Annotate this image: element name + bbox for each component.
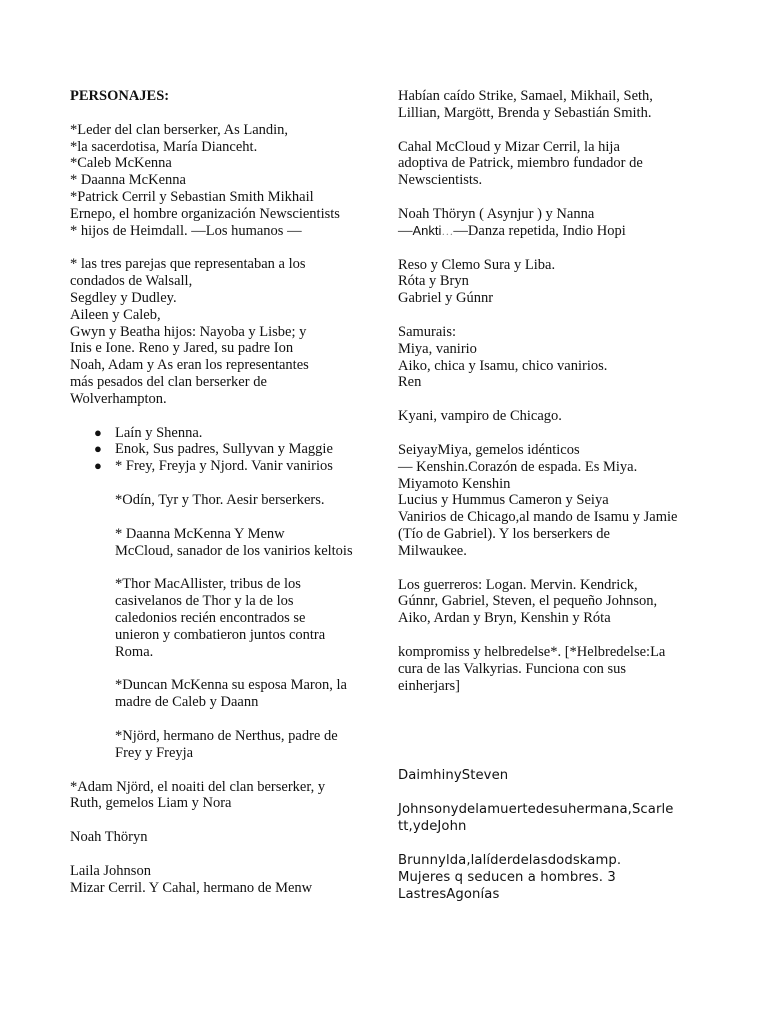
text-line: Roma. <box>115 643 154 660</box>
bullet-item <box>70 441 370 458</box>
indented-paragraph <box>70 728 370 762</box>
text-line: *la sacerdotisa, María Dianceht. <box>70 138 258 155</box>
text-line: Kyani, vampiro de Chicago. <box>398 408 562 425</box>
indented-paragraph <box>70 526 370 560</box>
paragraph <box>70 863 370 897</box>
bullet-text: Laín y Shenna. <box>115 424 203 441</box>
text-line: Wolverhampton. <box>70 390 167 407</box>
text-line: Los guerreros: Logan. Mervin. Kendrick, <box>398 576 638 593</box>
paragraph <box>398 577 703 627</box>
text-line: Laila Johnson <box>70 862 151 879</box>
paragraph <box>398 408 703 425</box>
text-line: Aiko, Ardan y Bryn, Kenshin y Róta <box>398 610 611 627</box>
text-line: — Kenshin.Corazón de espada. Es Miya. <box>398 458 638 475</box>
mono-paragraph <box>398 852 703 903</box>
text-line: Aiko, chica y Isamu, chico vanirios. <box>398 357 608 374</box>
text-line: tt,ydeJohn <box>398 819 467 835</box>
text-line: casivelanos de Thor y la de los <box>115 593 294 610</box>
text-line: Samurais: <box>398 323 456 340</box>
text-line: Miyamoto Kenshin <box>398 475 511 492</box>
text-line: adoptiva de Patrick, miembro fundador de <box>398 155 643 172</box>
paragraph <box>398 139 703 189</box>
text-line: Gwyn y Beatha hijos: Nayoba y Lisbe; y <box>70 323 307 340</box>
text-line: LastresAgonías <box>398 887 500 903</box>
text-line: * Daanna McKenna <box>70 172 186 189</box>
text-line: Lillian, Margött, Brenda y Sebastián Smith. <box>398 104 652 121</box>
indented-paragraph <box>70 677 370 711</box>
text-line <box>398 223 703 240</box>
text-line: * las tres parejas que representaban a los <box>70 256 306 273</box>
text-line: *Adam Njörd, el noaiti del clan berserker, y <box>70 778 326 795</box>
text-line: * Daanna McKenna Y Menw <box>115 525 285 542</box>
text-line: *Leder del clan berserker, As Landin, <box>70 121 289 138</box>
text-line: Reso y Clemo Sura y Liba. <box>398 256 556 273</box>
paragraph <box>70 779 370 813</box>
text-line: Habían caído Strike, Samael, Mikhail, Seth, <box>398 88 653 104</box>
text-line: unieron y combatieron juntos contra <box>115 626 326 643</box>
mono-paragraph <box>398 801 703 835</box>
text-line: *Njörd, hermano de Nerthus, padre de <box>115 727 338 744</box>
text-line: Ernepo, el hombre organización Newscientists <box>70 205 340 222</box>
text-line: DaimhinySteven <box>398 768 509 784</box>
paragraph <box>398 644 703 694</box>
text-line: Cahal McCloud y Mizar Cerril, la hija <box>398 138 620 155</box>
paragraph <box>398 206 703 240</box>
text-line: Vanirios de Chicago,al mando de Isamu y Jamie <box>398 509 678 526</box>
text-line: Mizar Cerril. Y Cahal, hermano de Menw <box>70 879 313 896</box>
text-line: Gabriel y Gúnnr <box>398 290 494 307</box>
paragraph <box>398 324 703 391</box>
ellipsis: … <box>441 223 454 238</box>
text-line: SeiyayMiya, gemelos idénticos <box>398 441 580 458</box>
paragraph <box>398 442 703 560</box>
bullet-icon: ● <box>94 458 102 474</box>
text-line: * hijos de Heimdall. —Los humanos — <box>70 222 302 239</box>
text-line: Johnsonydelamuertedesuhermana,Scarle <box>398 802 674 818</box>
text-line: kompromiss y helbredelse*. [*Helbredelse:La <box>398 643 666 660</box>
bullet-icon: ● <box>94 441 102 457</box>
text-line: Lucius y Hummus Cameron y Seiya <box>398 492 609 509</box>
text-line: *Thor MacAllister, tribus de los <box>115 576 301 593</box>
text-line: Noah Thöryn ( Asynjur ) y Nanna <box>398 205 595 222</box>
text-line: Noah, Adam y As eran los representantes <box>70 357 309 374</box>
paragraph <box>70 122 370 240</box>
text-line: *Duncan McKenna su esposa Maron, la <box>115 677 347 694</box>
text-line: Róta y Bryn <box>398 273 469 290</box>
mono-paragraph <box>398 767 703 784</box>
bullet-text: Enok, Sus padres, Sullyvan y Maggie <box>115 441 333 458</box>
bullet-icon: ● <box>94 424 102 440</box>
section-heading: PERSONAJES: <box>70 88 170 104</box>
text-line: McCloud, sanador de los vanirios keltois <box>115 542 353 559</box>
text-line: Frey y Freyja <box>115 744 194 761</box>
paragraph <box>398 257 703 307</box>
text-line: madre de Caleb y Daann <box>115 694 259 711</box>
text-line: caledonios recién encontrados se <box>115 609 306 626</box>
text-line: *Patrick Cerril y Sebastian Smith Mikhail <box>70 188 314 205</box>
indented-paragraph <box>70 458 370 475</box>
text-line: Milwaukee. <box>398 542 467 559</box>
bullet-item <box>70 425 370 442</box>
text-line: *Caleb McKenna <box>70 155 172 172</box>
ankti-word: Ankti <box>412 222 442 238</box>
text-line: Ruth, gemelos Liam y Nora <box>70 795 232 812</box>
right-column <box>398 88 703 920</box>
text-line: Aileen y Caleb, <box>70 306 161 323</box>
paragraph <box>70 256 370 407</box>
left-column <box>70 88 370 913</box>
text-line: Brunnylda,lalíderdelasdodskamp. <box>398 853 622 869</box>
text-line: *Odín, Tyr y Thor. Aesir berserkers. <box>115 491 325 508</box>
paragraph <box>398 88 703 122</box>
text-line: einherjars] <box>398 677 460 694</box>
text-line: Miya, vanirio <box>398 340 477 357</box>
spacer <box>398 711 703 767</box>
paragraph <box>70 829 370 846</box>
text-line: Gúnnr, Gabriel, Steven, el pequeño Johnson, <box>398 593 658 610</box>
text-line: Mujeres q seducen a hombres. 3 <box>398 870 616 886</box>
text-line: Segdley y Dudley. <box>70 289 177 306</box>
text-line: (Tío de Gabriel). Y los berserkers de <box>398 525 610 542</box>
text-line: condados de Walsall, <box>70 273 193 290</box>
indented-paragraph <box>70 576 370 660</box>
text-line: * Frey, Freyja y Njord. Vanir vanirios <box>115 458 333 475</box>
text-span: —Danza repetida, Indio Hopi <box>453 222 626 239</box>
text-line: cura de las Valkyrias. Funciona con sus <box>398 660 627 677</box>
text-line: Newscientists. <box>398 172 483 189</box>
indented-paragraph <box>70 492 370 509</box>
text-line: más pesados del clan berserker de <box>70 373 267 390</box>
text-line: Noah Thöryn <box>70 829 148 846</box>
text-span: — <box>398 222 413 239</box>
text-line: Ren <box>398 374 422 391</box>
text-line: Inis e Ione. Reno y Jared, su padre Ion <box>70 340 294 357</box>
